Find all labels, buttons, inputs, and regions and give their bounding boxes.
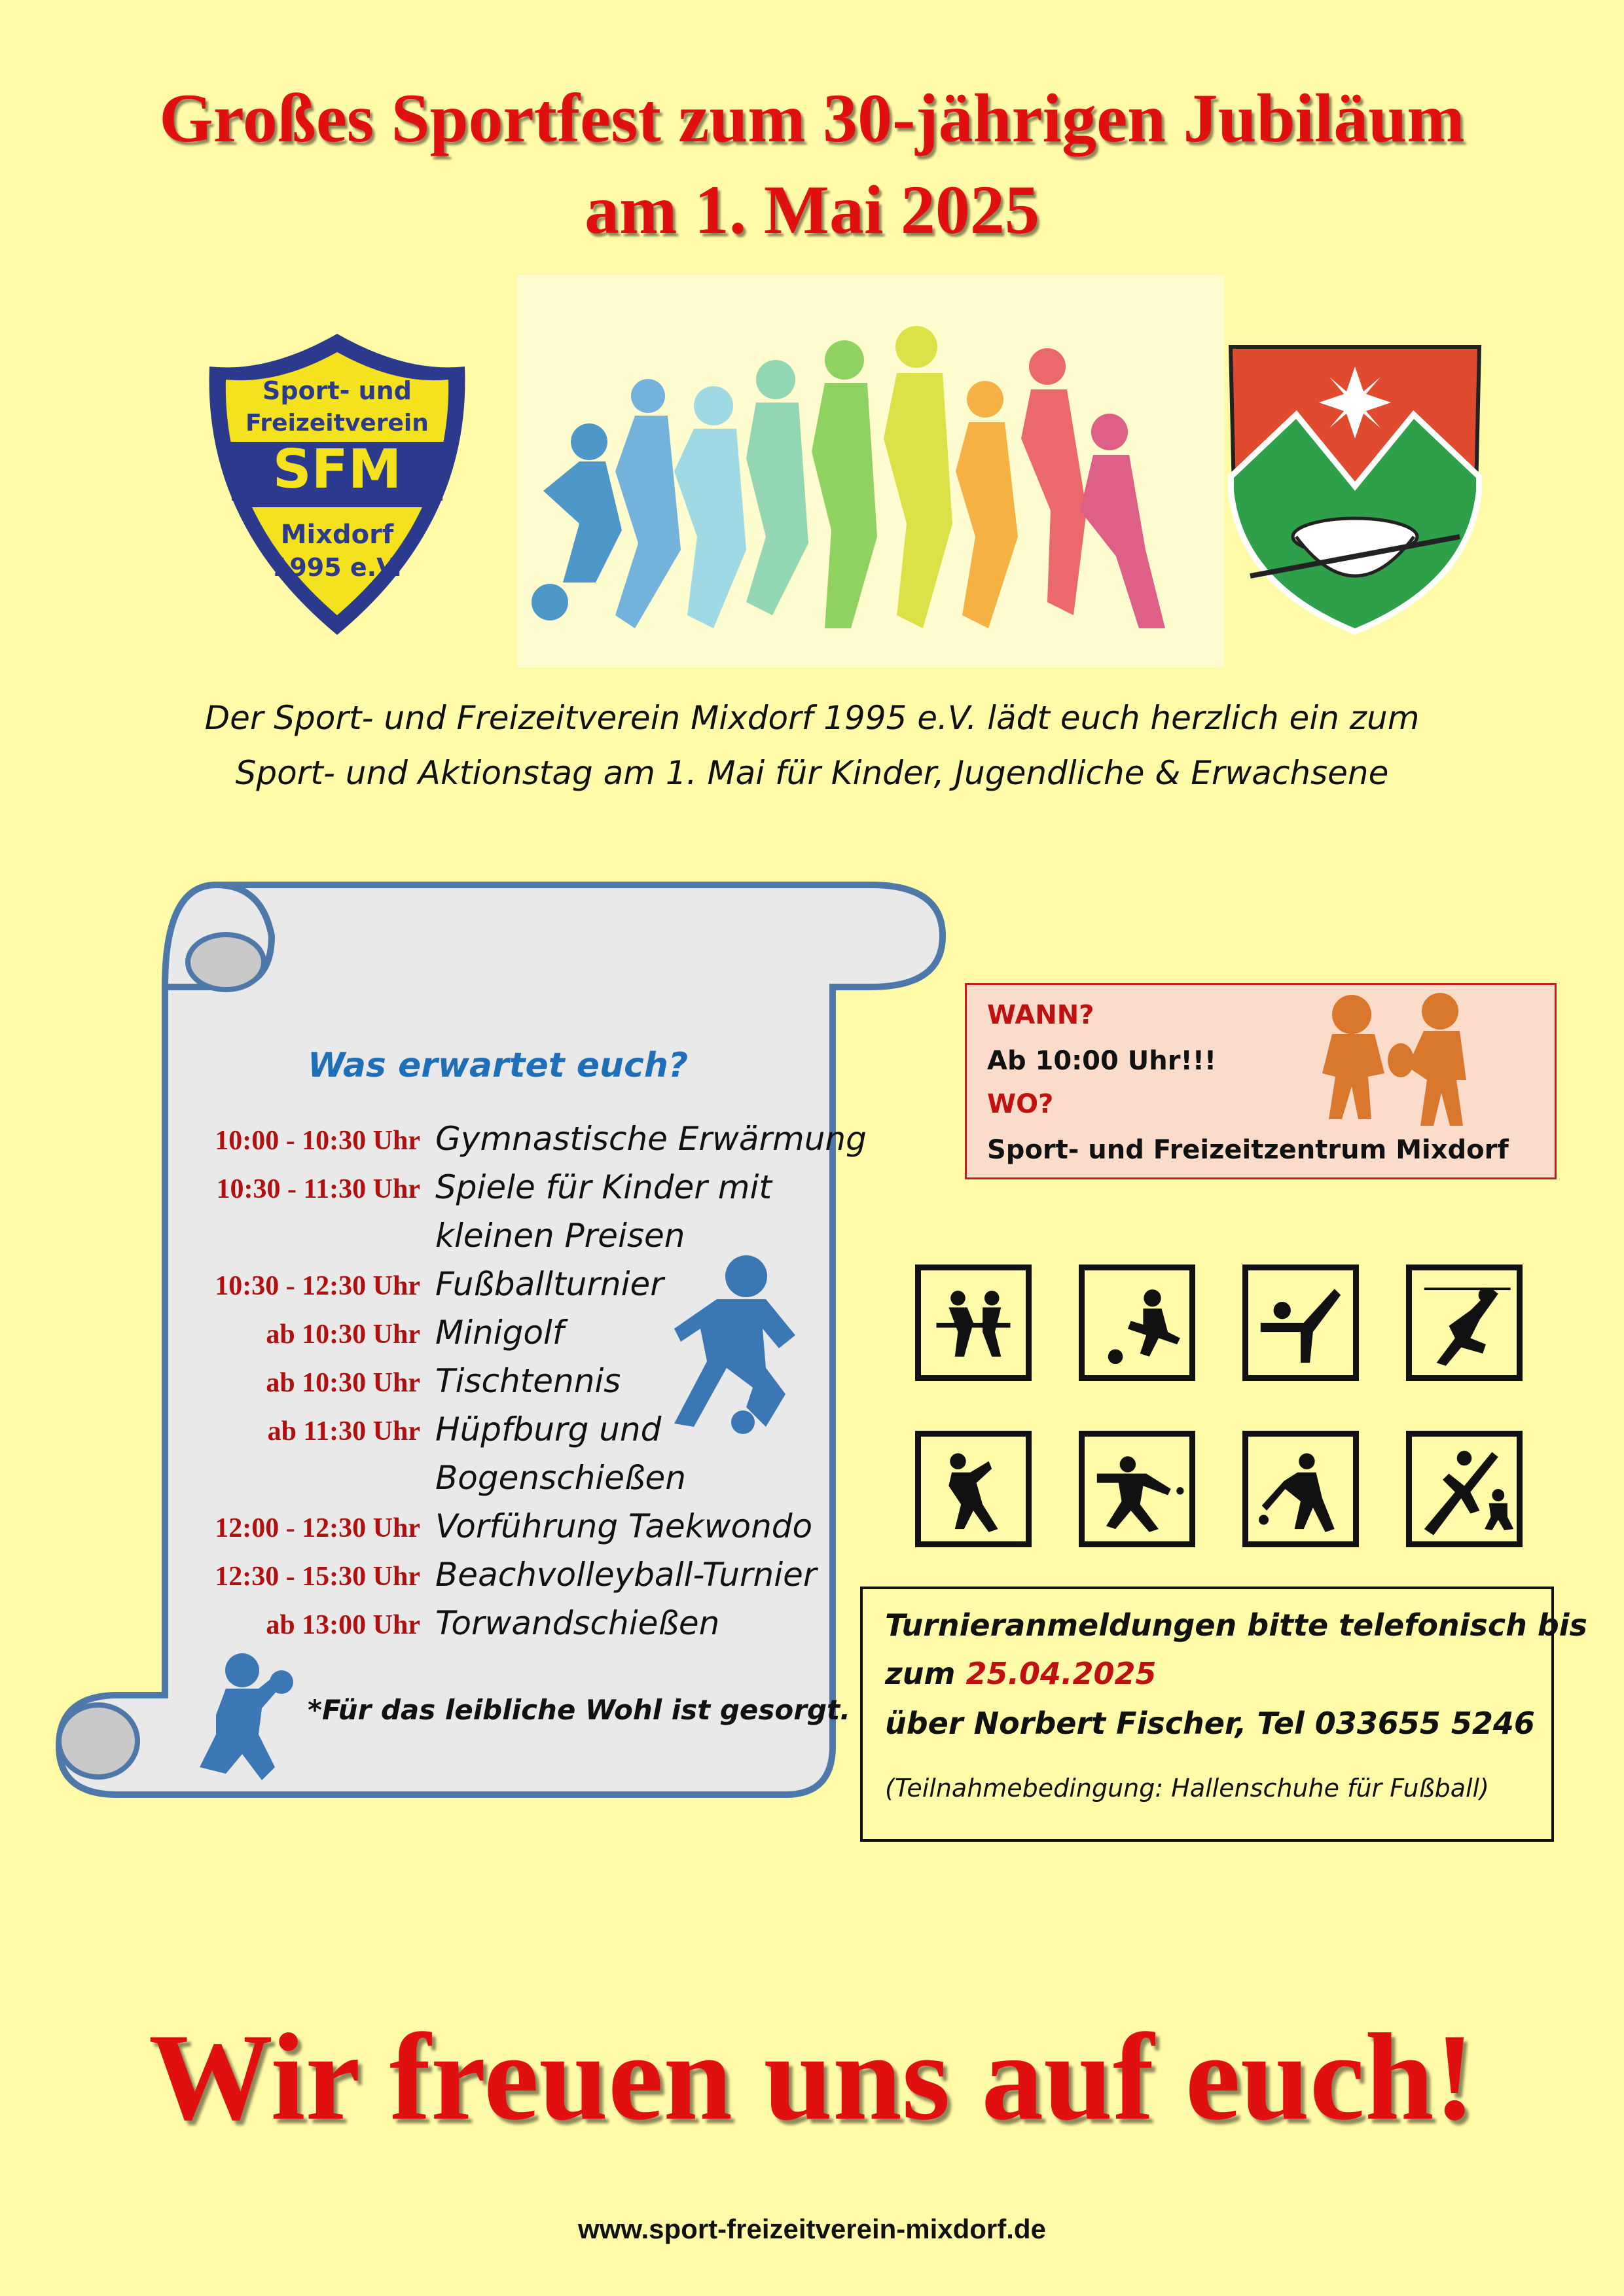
registration-deadline: 25.04.2025: [965, 1656, 1157, 1691]
logo-place: Mixdorf: [280, 520, 394, 550]
badminton-pictogram-icon: [1406, 1265, 1523, 1381]
when-value: Ab 10:00 Uhr!!!: [987, 1046, 1217, 1076]
program-activity: Vorführung Taekwondo: [435, 1507, 813, 1545]
logo-abbr: SFM: [272, 439, 402, 501]
program-activity: Beachvolleyball-Turnier: [435, 1556, 817, 1594]
intro-line-1: Der Sport- und Freizeitverein Mixdorf 1995 e.V. lädt euch herzlich ein zum: [204, 699, 1420, 737]
program-activity: Spiele für Kinder mit: [435, 1168, 772, 1206]
page-title: Großes Sportfest zum 30-jährigen Jubiläum: [159, 80, 1465, 156]
program-activity: Gymnastische Erwärmung: [435, 1120, 867, 1158]
website-link[interactable]: www.sport-freizeitverein-mixdorf.de: [578, 2214, 1046, 2244]
program-activity: Tischtennis: [435, 1362, 621, 1400]
registration-deadline-prefix: zum: [885, 1656, 956, 1691]
logo-text-top: Sport- und: [262, 376, 412, 405]
registration-line-2: [885, 1656, 1156, 1691]
program-time: 10:30 - 12:30 Uhr: [215, 1271, 420, 1301]
program-activity: Torwandschießen: [435, 1604, 720, 1642]
gymnastics-pictogram-icon: [1242, 1265, 1359, 1381]
closing-slogan: Wir freuen uns auf euch!: [149, 2009, 1475, 2146]
program-time: 10:00 - 10:30 Uhr: [215, 1126, 420, 1156]
where-value: Sport- und Freizeitzentrum Mixdorf: [987, 1135, 1509, 1165]
intro-line-2: Sport- und Aktionstag am 1. Mai für Kinder, Jugendliche & Erwachsene: [235, 754, 1389, 792]
program-activity: Minigolf: [435, 1314, 564, 1352]
program-time: 12:30 - 15:30 Uhr: [215, 1562, 420, 1592]
when-label: WANN?: [987, 1000, 1094, 1030]
program-time: 12:00 - 12:30 Uhr: [215, 1513, 420, 1543]
program-time: ab 10:30 Uhr: [266, 1319, 420, 1350]
logo-text-top2: Freizeitverein: [245, 410, 429, 437]
taekwondo-pictogram-icon: [915, 1431, 1032, 1547]
children-playing-icon: [1303, 988, 1486, 1139]
program-heading: Was erwartet euch?: [308, 1046, 689, 1085]
minigolf-pictogram-icon: [1242, 1431, 1359, 1547]
municipal-coat-of-arms: [1224, 340, 1486, 635]
program-activity: Bogenschießen: [435, 1459, 686, 1497]
program-time: ab 11:30 Uhr: [267, 1416, 420, 1446]
program-activity: kleinen Preisen: [435, 1217, 685, 1255]
program-time: ab 13:00 Uhr: [266, 1610, 420, 1640]
registration-contact: über Norbert Fischer, Tel 033655 5246: [885, 1706, 1535, 1741]
program-time: ab 10:30 Uhr: [266, 1368, 420, 1398]
page-subtitle-date: am 1. Mai 2025: [585, 171, 1039, 248]
football-pictogram-icon: [1079, 1265, 1195, 1381]
program-activity: Hüpfburg und: [435, 1410, 662, 1448]
family-play-pictogram-icon: [1406, 1431, 1523, 1547]
program-activity: Fußballturnier: [435, 1265, 664, 1303]
registration-line-1: Turnieranmeldungen bitte telefonisch bis: [885, 1607, 1587, 1643]
where-label: WO?: [987, 1089, 1054, 1119]
program-time: 10:30 - 11:30 Uhr: [216, 1174, 420, 1204]
table-tennis-pictogram-icon: [915, 1265, 1032, 1381]
registration-condition: (Teilnahmebedingung: Hallenschuhe für Fußball): [885, 1774, 1489, 1803]
logo-year: 1995 e.V.: [272, 553, 403, 582]
catering-note: *Für das leibliche Wohl ist gesorgt.: [308, 1694, 851, 1726]
table-tennis-player-pictogram-icon: [1079, 1431, 1195, 1547]
